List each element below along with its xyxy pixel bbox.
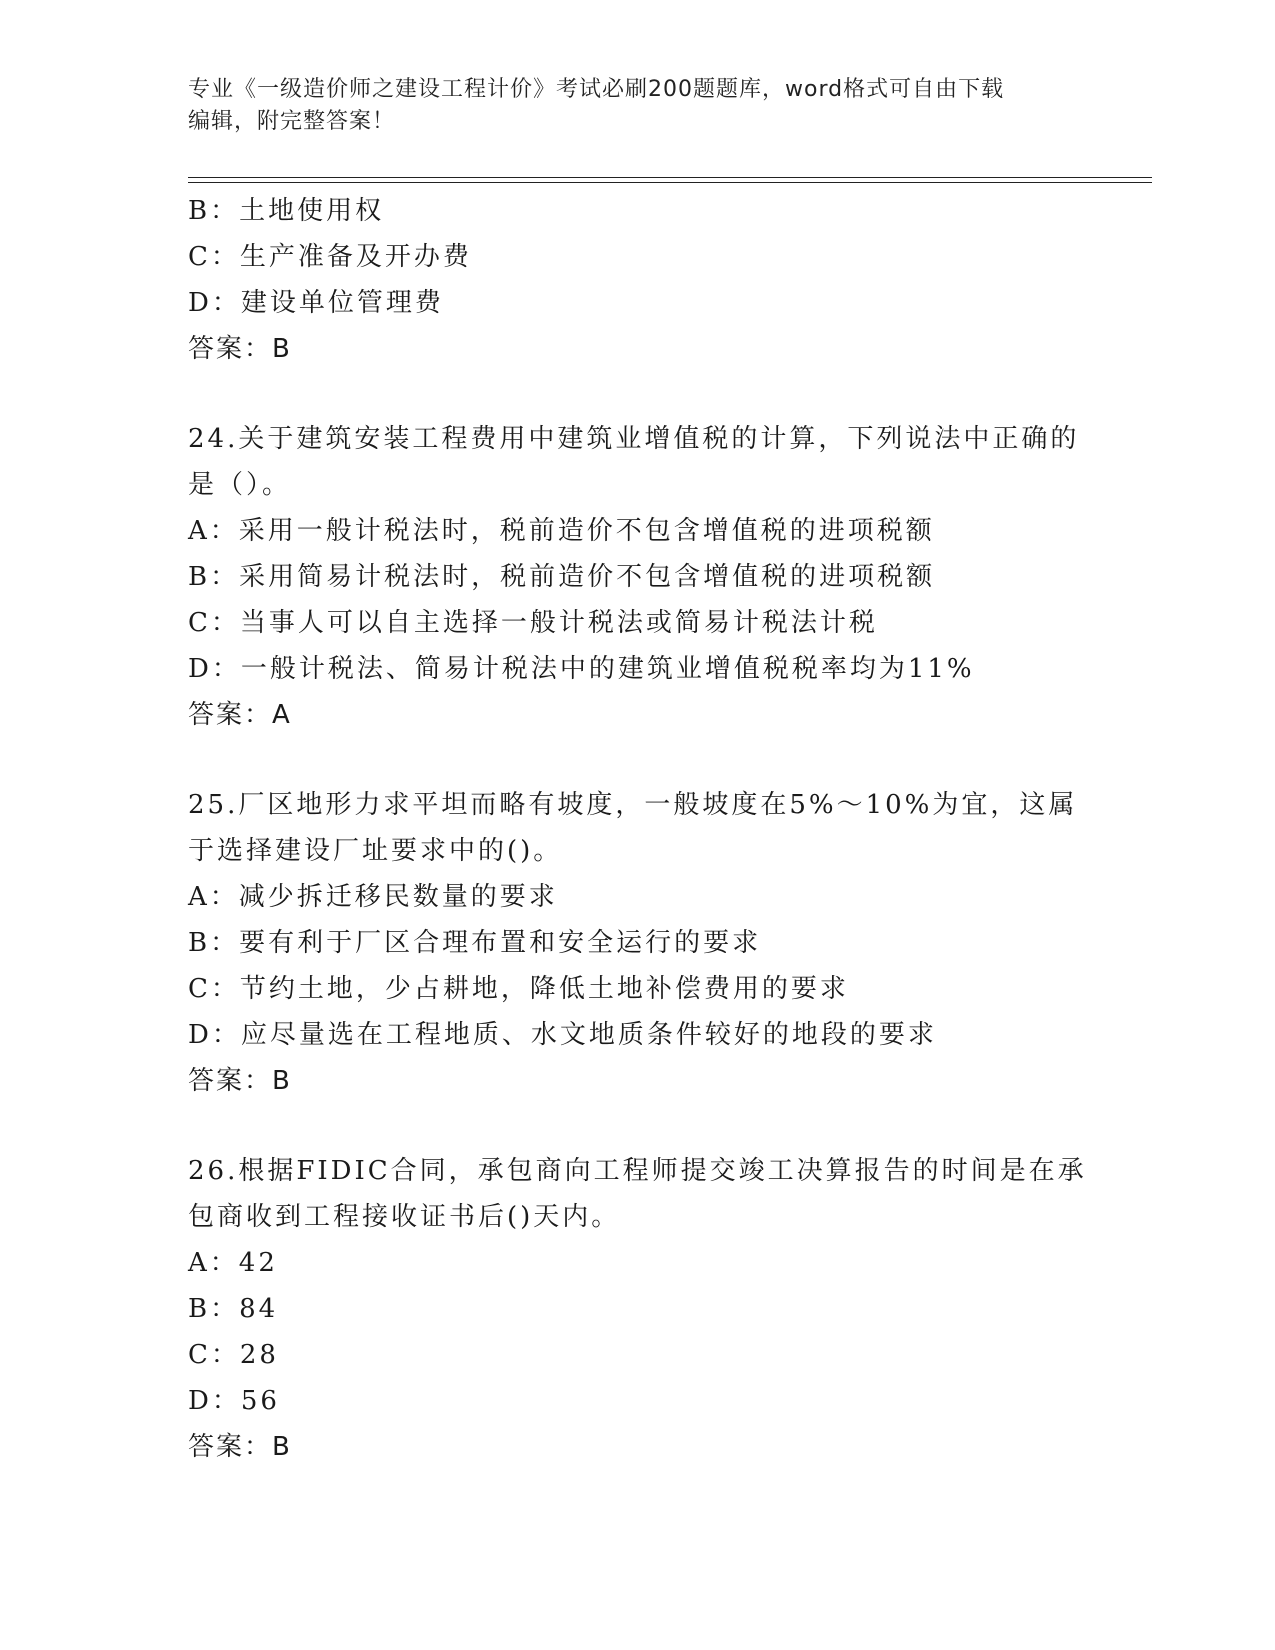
question-23-tail bbox=[188, 188, 1088, 372]
spacer bbox=[188, 1104, 1088, 1148]
question-stem-line-2: 于选择建设厂址要求中的()。 bbox=[188, 836, 563, 866]
option-d: D：建设单位管理费 bbox=[188, 288, 444, 318]
question-26 bbox=[188, 1148, 1088, 1470]
option-c: C：生产准备及开办费 bbox=[188, 242, 472, 272]
spacer bbox=[188, 738, 1088, 782]
question-25 bbox=[188, 782, 1088, 1104]
option-d: D：一般计税法、简易计税法中的建筑业增值税税率均为11% bbox=[188, 654, 975, 684]
option-c: C：28 bbox=[188, 1340, 279, 1370]
header-rule-top bbox=[188, 177, 1152, 178]
answer: 答案：B bbox=[188, 1066, 292, 1096]
option-d: D：应尽量选在工程地质、水文地质条件较好的地段的要求 bbox=[188, 1020, 937, 1050]
question-stem-line-1: 26.根据FIDIC合同，承包商向工程师提交竣工决算报告的时间是在承 bbox=[188, 1156, 1087, 1186]
option-b: B：采用简易计税法时，税前造价不包含增值税的进项税额 bbox=[188, 562, 936, 592]
question-stem-line-2: 是（）。 bbox=[188, 470, 292, 500]
answer: 答案：B bbox=[188, 334, 292, 364]
option-a: A：减少拆迁移民数量的要求 bbox=[188, 882, 558, 912]
option-c: C：当事人可以自主选择一般计税法或简易计税法计税 bbox=[188, 608, 878, 638]
option-b: B：土地使用权 bbox=[188, 196, 385, 226]
question-stem-line-1: 25.厂区地形力求平坦而略有坡度，一般坡度在5%～10%为宜，这属 bbox=[188, 790, 1078, 820]
option-a: A：采用一般计税法时，税前造价不包含增值税的进项税额 bbox=[188, 516, 935, 546]
answer: 答案：B bbox=[188, 1432, 292, 1462]
option-b: B：84 bbox=[188, 1294, 279, 1324]
header-line-1: 专业《一级造价师之建设工程计价》考试必刷200题题库，word格式可自由下载 bbox=[188, 77, 1005, 102]
question-stem-line-2: 包商收到工程接收证书后()天内。 bbox=[188, 1202, 621, 1232]
option-d: D：56 bbox=[188, 1386, 280, 1416]
question-content bbox=[188, 188, 1088, 1470]
question-stem-line-1: 24.关于建筑安装工程费用中建筑业增值税的计算，下列说法中正确的 bbox=[188, 424, 1080, 454]
header-line-2: 编辑，附完整答案！ bbox=[188, 109, 396, 134]
spacer bbox=[188, 372, 1088, 416]
answer: 答案：A bbox=[188, 700, 292, 730]
option-b: B：要有利于厂区合理布置和安全运行的要求 bbox=[188, 928, 762, 958]
document-header bbox=[188, 74, 1068, 138]
option-c: C：节约土地，少占耕地，降低土地补偿费用的要求 bbox=[188, 974, 849, 1004]
header-rule-bottom bbox=[188, 182, 1152, 183]
option-a: A：42 bbox=[188, 1248, 278, 1278]
question-24 bbox=[188, 416, 1088, 738]
